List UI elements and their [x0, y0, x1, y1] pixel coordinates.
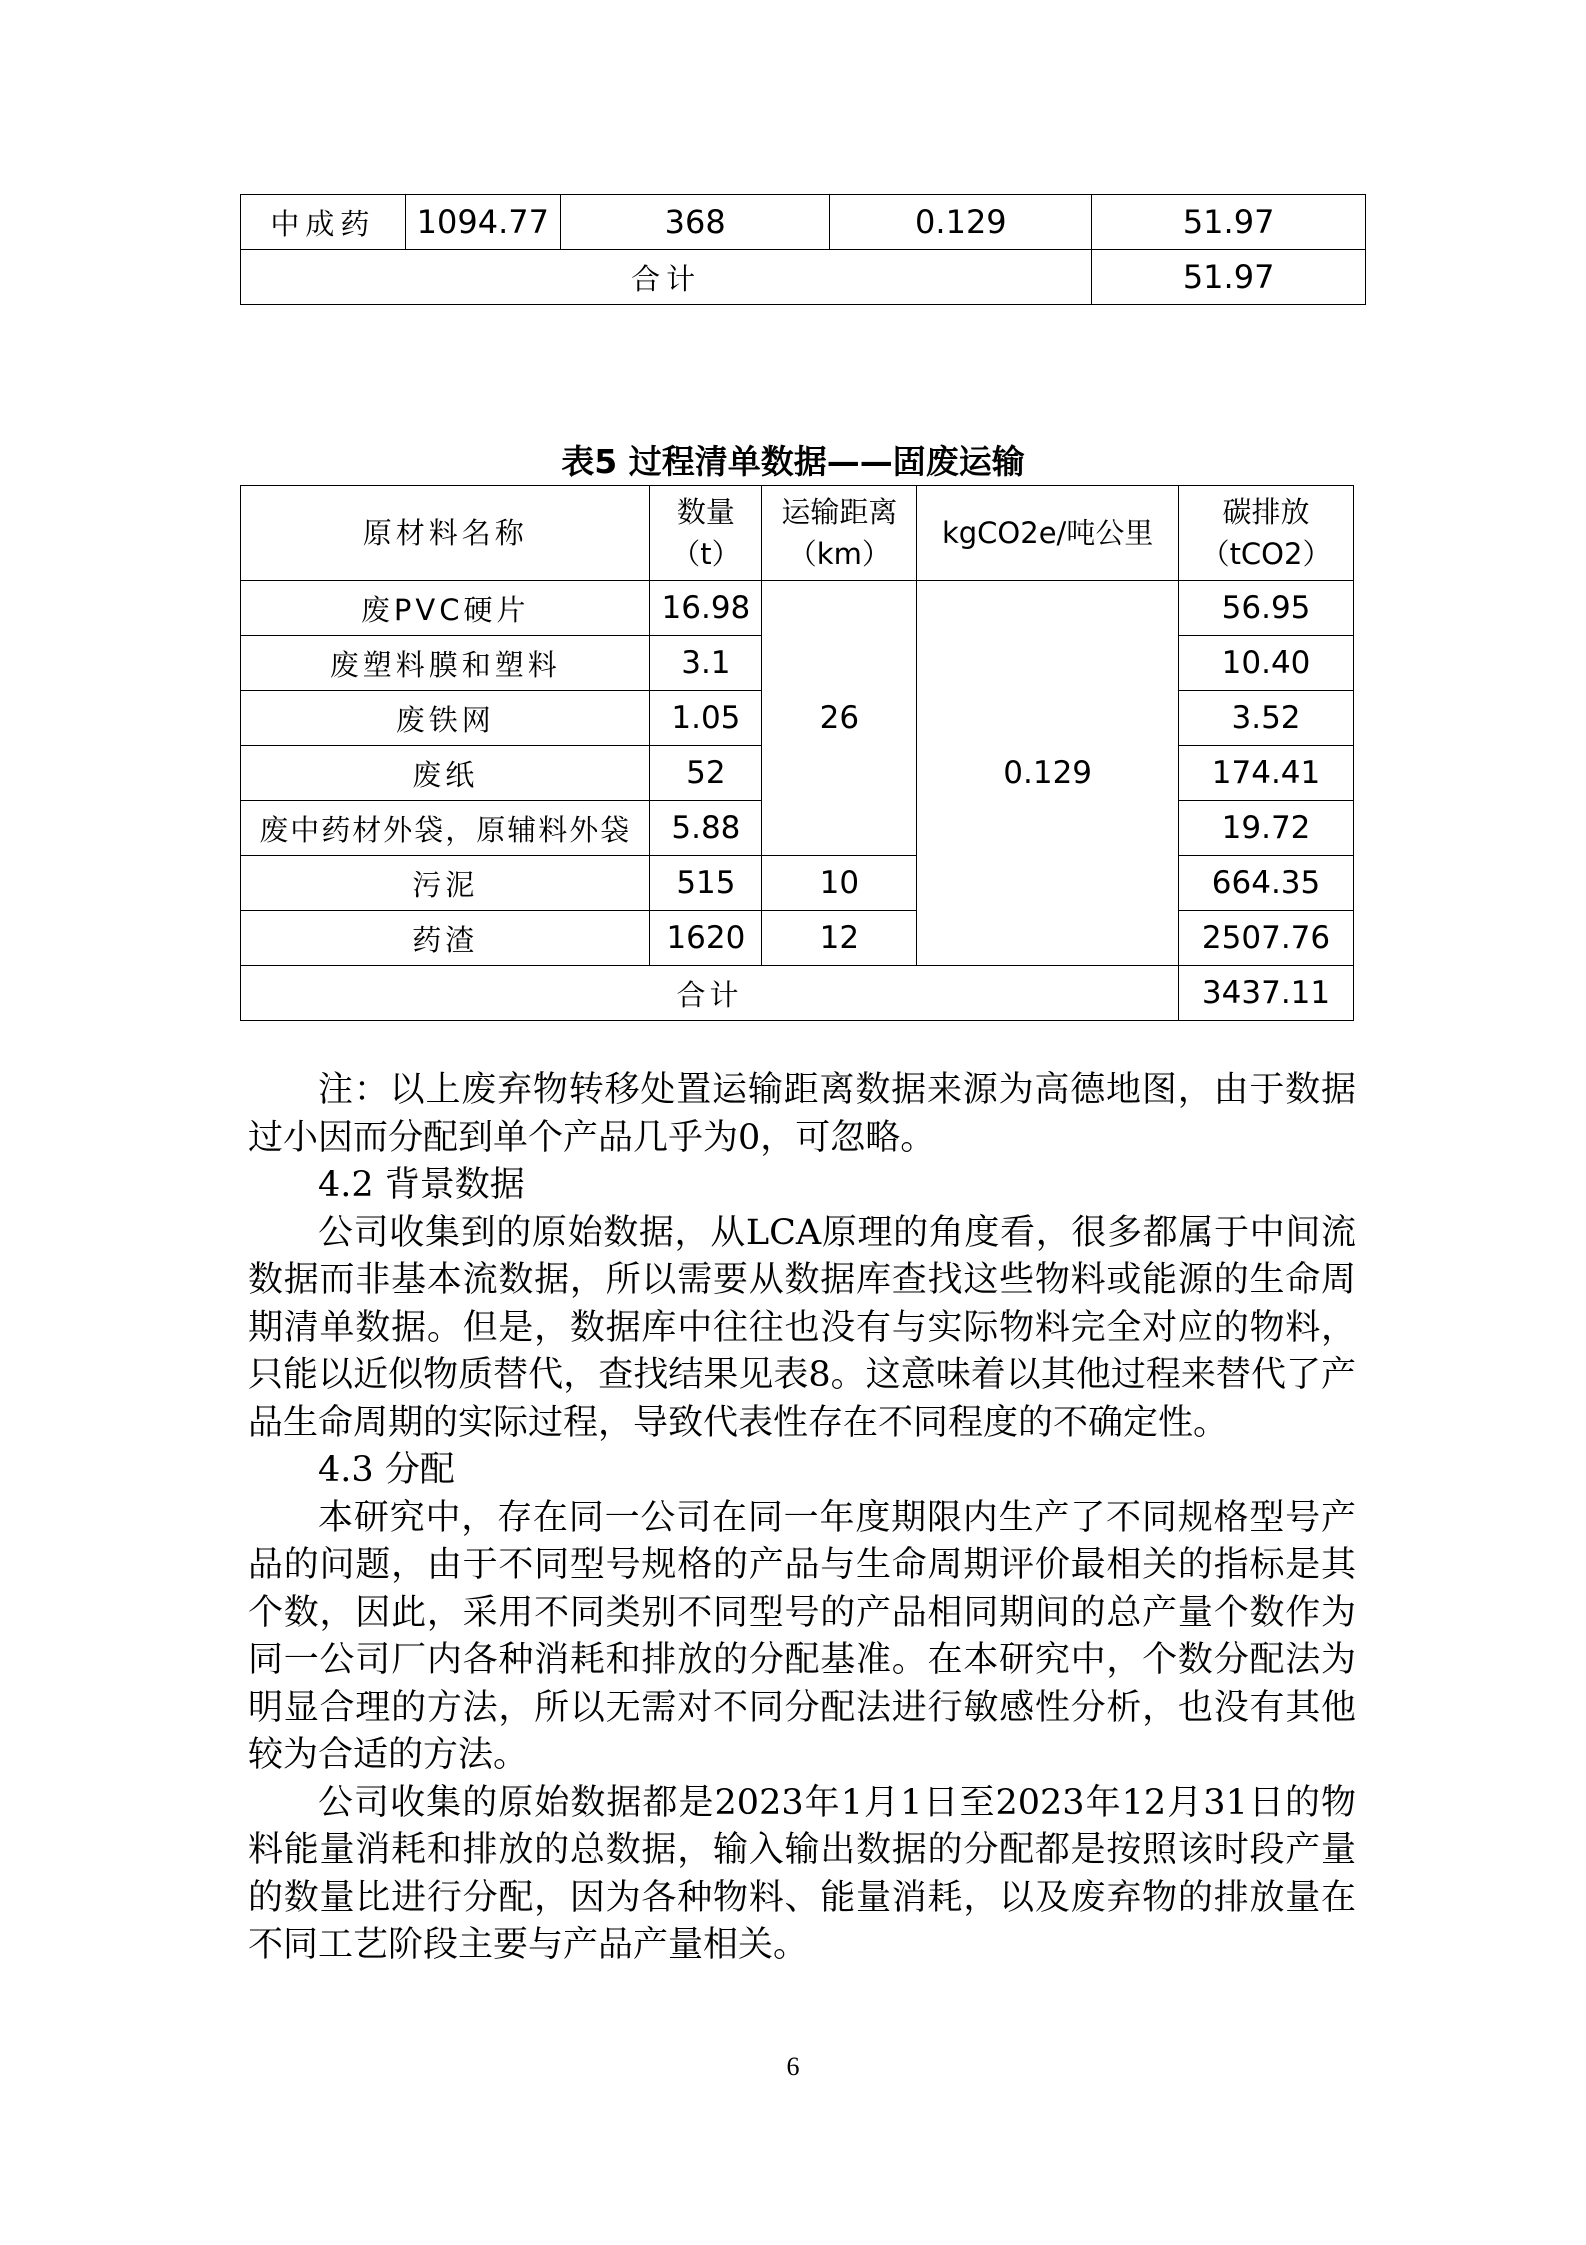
cell-emission: 19.72: [1179, 801, 1354, 856]
cell-name: 废塑料膜和塑料: [241, 636, 650, 691]
cell-shared-distance: 26: [762, 581, 917, 856]
cell-distance: 10: [762, 856, 917, 911]
cell-quantity: 16.98: [650, 581, 762, 636]
cell-quantity: 1094.77: [405, 195, 560, 250]
section-4-2-heading: 4.2 背景数据: [318, 1165, 525, 1205]
table-row: [241, 581, 1354, 636]
cell-distance: 368: [560, 195, 830, 250]
cell-emission: 51.97: [1092, 195, 1366, 250]
table-total-row: [241, 250, 1366, 305]
header-distance: [762, 486, 917, 581]
total-label: 合计: [241, 250, 1092, 305]
cell-name: 废纸: [241, 746, 650, 801]
cell-name: 中成药: [241, 195, 406, 250]
total-value: 3437.11: [1179, 966, 1354, 1021]
table5-header-row: [241, 486, 1354, 581]
cell-emission: 174.41: [1179, 746, 1354, 801]
cell-name: 废PVC硬片: [241, 581, 650, 636]
table-total-row: [241, 966, 1354, 1021]
cell-quantity: 52: [650, 746, 762, 801]
cell-shared-factor: 0.129: [917, 581, 1179, 966]
cell-factor: 0.129: [830, 195, 1092, 250]
cell-quantity: 515: [650, 856, 762, 911]
section-4-3-heading: 4.3 分配: [318, 1450, 455, 1490]
table-row: [241, 856, 1354, 911]
cell-emission: 664.35: [1179, 856, 1354, 911]
header-quantity: [650, 486, 762, 581]
page-number: 6: [786, 2052, 800, 2081]
cell-emission: 3.52: [1179, 691, 1354, 746]
header-name: 原材料名称: [241, 486, 650, 581]
cell-emission: 10.40: [1179, 636, 1354, 691]
cell-quantity: 1620: [650, 911, 762, 966]
section-4-2-paragraph: 公司收集到的原始数据，从LCA原理的角度看，很多都属于中间流数据而非基本流数据，所以需要从数据库查找这些物料或能源的生命周期清单数据。但是，数据库中往往也没有与实际物料完全对应的物料，只能以近似物质替代，查找结果见表8。这意味着以其他过程来替代了产品生命周期的实际过程，导致代表性存在不同程度的不确定性。: [248, 1212, 1356, 1443]
table5: [240, 485, 1354, 1021]
cell-emission: 56.95: [1179, 581, 1354, 636]
header-distance-line2: （km）: [787, 537, 891, 571]
cell-quantity: 3.1: [650, 636, 762, 691]
table5-caption: 表5 过程清单数据——固废运输: [561, 442, 1025, 481]
header-factor: kgCO2e/吨公里: [917, 486, 1179, 581]
header-emission-line2: （tCO2）: [1200, 537, 1332, 571]
table-row: [241, 195, 1366, 250]
total-value: 51.97: [1092, 250, 1366, 305]
section-4-3-paragraph-1: 本研究中，存在同一公司在同一年度期限内生产了不同规格型号产品的问题，由于不同型号规格的产品与生命周期评价最相关的指标是其个数，因此，采用不同类别不同型号的产品相同期间的总产量个数作为同一公司厂内各种消耗和排放的分配基准。在本研究中，个数分配法为明显合理的方法，所以无需对不同分配法进行敏感性分析，也没有其他较为合适的方法。: [248, 1497, 1356, 1775]
section-4-3-paragraph-2: 公司收集的原始数据都是2023年1月1日至2023年12月31日的物料能量消耗和排放的总数据，输入输出数据的分配都是按照该时段产量的数量比进行分配，因为各种物料、能量消耗，以及废弃物的排放量在不同工艺阶段主要与产品产量相关。: [248, 1782, 1356, 1965]
cell-name: 废铁网: [241, 691, 650, 746]
header-distance-line1: 运输距离: [781, 495, 898, 529]
note-paragraph: 注：以上废弃物转移处置运输距离数据来源为高德地图，由于数据过小因而分配到单个产品几乎为0，可忽略。: [248, 1070, 1356, 1158]
header-emission: [1179, 486, 1354, 581]
header-quantity-line1: 数量: [676, 495, 735, 529]
header-emission-line1: 碳排放: [1222, 495, 1310, 529]
cell-distance: 12: [762, 911, 917, 966]
cell-quantity: 1.05: [650, 691, 762, 746]
cell-quantity: 5.88: [650, 801, 762, 856]
cell-emission: 2507.76: [1179, 911, 1354, 966]
header-quantity-line2: （t）: [671, 537, 741, 571]
cell-name: 药渣: [241, 911, 650, 966]
top-table: [240, 194, 1366, 305]
body-text: [248, 1067, 1356, 1970]
cell-name: 废中药材外袋，原辅料外袋: [241, 801, 650, 856]
total-label: 合计: [241, 966, 1179, 1021]
table-row: [241, 911, 1354, 966]
cell-name: 污泥: [241, 856, 650, 911]
